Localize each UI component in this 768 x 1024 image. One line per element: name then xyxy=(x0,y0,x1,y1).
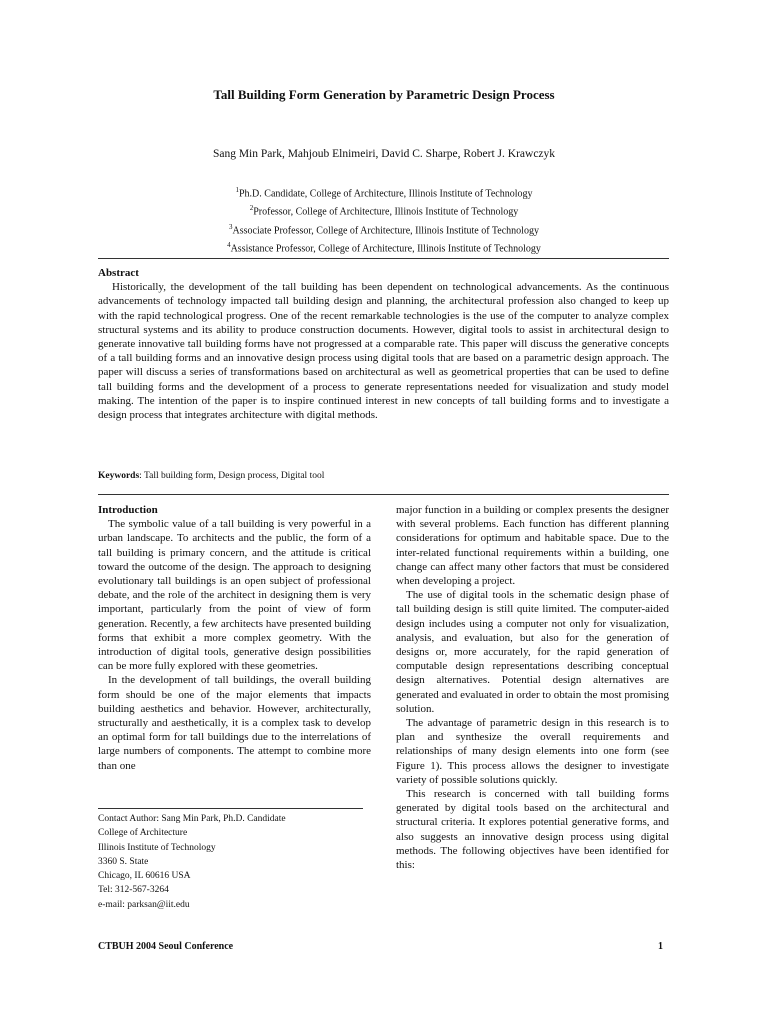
footer-conference: CTBUH 2004 Seoul Conference xyxy=(98,941,234,952)
intro-paragraph-1: The symbolic value of a tall building is very powerful in a urban landscape. To architects and the public, the form of a tall building is primary concern, and the attitude is critical toward the outcome of the design. The approach to designing evolutionary tall buildings is an open subject of professional debate, and the role of the architect in designing them is very important, particularly from the point of view of form generation. Recently, a few architects have presented building forms that exhibit a more complex geometry. With the introduction of digital tools, generative design possibilities can be more fully explored with these geometries. xyxy=(98,518,371,673)
divider-top xyxy=(98,258,669,259)
intro-paragraph-4: The use of digital tools in the schematic design phase of tall building design is still quite limited. The computer-aided design includes using a computer not only for visualization, analysis, and evaluation, but also for the generation of designs or, more accurately, for the rapid generation of computable design representations describing conceptual design alternatives. Potential design alternatives are generated and evaluated in order to obtain the most promising solution. xyxy=(396,589,669,715)
affiliation-2: $^2$Professor, College of Architecture, Illinois Institute of Technology xyxy=(249,204,519,218)
contact-line: Tel: 312-567-3264 xyxy=(98,885,169,896)
affiliation-1: $^1$Ph.D. Candidate, College of Architecture, Illinois Institute of Technology xyxy=(235,186,533,200)
intro-paragraph-6: This research is concerned with tall building forms generated by digital tools based on the architectural and structural criteria. It explores potential generative forms, and also suggests an innovative design process using digital methods. The following objectives have been identified for this: xyxy=(396,788,669,872)
keywords-line xyxy=(98,471,669,481)
abstract-section xyxy=(98,266,669,422)
affiliation-4: $^4$Assistance Professor, College of Architecture, Illinois Institute of Technology xyxy=(227,240,541,255)
author-list: Sang Min Park, Mahjoub Elnimeiri, David C. Sharpe, Robert J. Krawczyk xyxy=(212,148,556,160)
footnote-divider xyxy=(98,808,363,809)
contact-line: Chicago, IL 60616 USA xyxy=(98,871,191,882)
intro-paragraph-3: major function in a building or complex presents the designer with several problems. Each function has different planning considerations for optimum and habitable space. Due to the inter-related functional requirements within a building, one change can affect many other factors that must be considered when developing a project. xyxy=(396,504,669,588)
contact-line: Illinois Institute of Technology xyxy=(98,842,216,853)
contact-email: e-mail: parksan@iit.edu xyxy=(98,899,190,910)
intro-paragraph-2: In the development of tall buildings, the overall building form should be one of the major elements that impacts building aesthetics and behavior. However, architecturally, structurally and aesthetically, it is a complex task to develop an optimal form for tall buildings due to the interrelations of large numbers of components. The attempt to combine more than one xyxy=(98,674,371,772)
left-column xyxy=(98,503,371,773)
right-column xyxy=(396,503,669,872)
abstract-heading: Abstract xyxy=(98,267,139,279)
affiliations xyxy=(0,183,768,256)
contact-line: 3360 S. State xyxy=(98,856,149,867)
intro-paragraph-5: The advantage of parametric design in this research is to plan and synthesize the overall requirements and relationships of many design elements into one form (see Figure 1). This process allows the designer to investigate variety of possible solutions quickly. xyxy=(396,717,669,786)
keywords-label: Keywords xyxy=(98,471,140,481)
page-number: 1 xyxy=(658,941,663,952)
contact-line: College of Architecture xyxy=(98,828,188,839)
contact-line: Contact Author: Sang Min Park, Ph.D. Candidate xyxy=(98,814,286,824)
abstract-body: Historically, the development of the tall building has been dependent on technological advancements. As the continuous advancements of technology impacted tall building design and planning, the architectural profession also changed to keep up with the rapid technological progress. One of the recent remarkable technologies is the use of the computer to analyze complex structural systems and its ability to produce construction documents. However, digital tools to assist in architectural design to generate innovative tall building forms have not progressed at a comparable rate. This paper will discuss the generative concepts of a tall building forms and an innovative design process using digital tools that are based on a parametric design approach. The paper will discuss a series of transformations based on architectural as well as geometrical properties that can be used to define tall building forms and the development of a process to generate representations needed for visualization and study model making. The intention of the paper is to inspire continued interest in new concepts of tall building forms and to investigate a design process that integrates architecture with digital methods. xyxy=(98,281,669,422)
paper-title: Tall Building Form Generation by Parametric Design Process xyxy=(213,87,555,102)
keywords-text: : Tall building form, Design process, Digital tool xyxy=(139,471,325,481)
contact-author-block xyxy=(98,812,368,912)
introduction-heading: Introduction xyxy=(98,504,158,516)
affiliation-3: $^3$Associate Professor, College of Architecture, Illinois Institute of Technology xyxy=(229,222,539,236)
divider-middle xyxy=(98,494,669,495)
